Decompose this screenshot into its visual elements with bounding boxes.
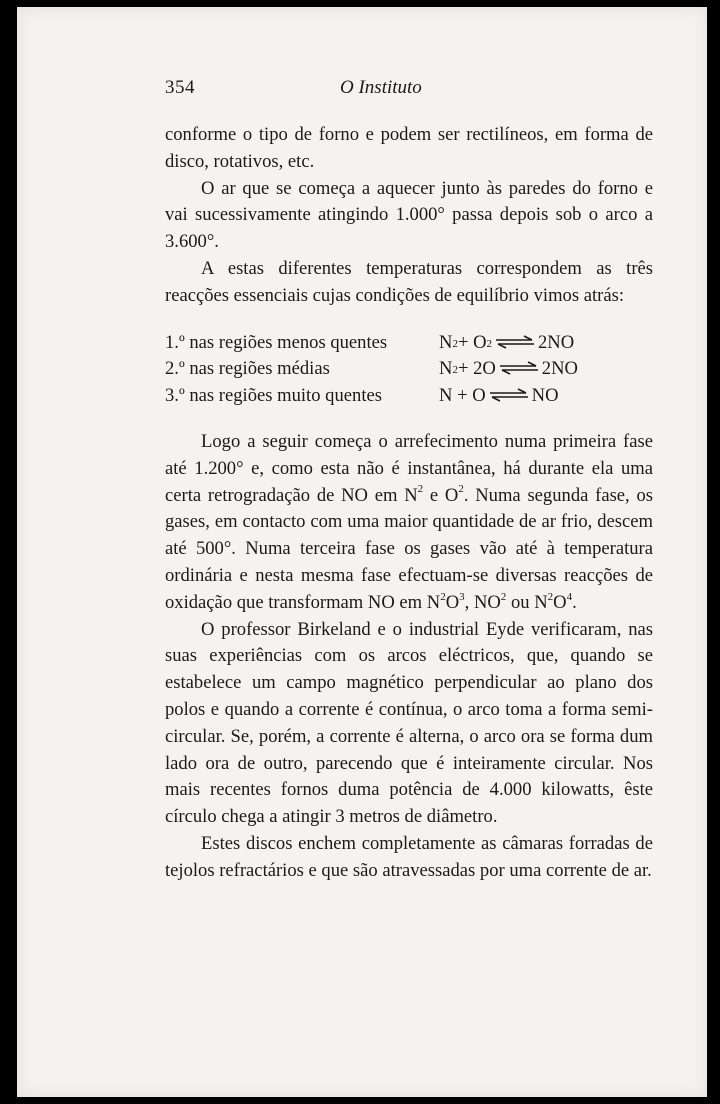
reaction-list [165,330,653,410]
running-title: O Instituto [340,77,422,98]
subscript: 2 [500,590,507,603]
formula-o: + O [457,384,486,406]
paragraph-3: A estas diferentes temperaturas correspondem as três reacções essenciais cujas condições de equilíbrio vimos atrás: [165,257,653,306]
page-number: 354 [165,77,195,98]
text-run: O [553,591,567,613]
reaction-formula: N $^2$ + O $^2$ 2NO [439,330,574,357]
subscript: 4 [566,590,573,603]
reaction-row-1 [165,330,653,357]
subscript: 2 [417,483,424,496]
equilibrium-arrow-icon [488,388,530,402]
text-run: , NO [464,591,501,613]
reaction-row-3 [165,383,653,410]
text-run: . [572,591,577,613]
subscript: 2 [458,483,464,496]
reaction-formula: N $^2$ + 2O 2NO [439,356,578,383]
reaction-region: 1.º nas regiões menos quentes [165,331,388,353]
reaction-row-2 [165,356,653,383]
body-text [165,122,653,885]
formula-n: N [439,331,453,353]
reaction-region: 2.º nas regiões médias [165,358,330,380]
formula-o: + 2O [457,358,496,380]
subscript: 2 [547,590,554,603]
paragraph-4 [165,429,653,617]
formula-n: N [439,358,453,380]
formula-product: 2NO [541,358,578,380]
reaction-formula [439,383,559,410]
formula-product: NO [531,384,559,406]
text-run: O [445,591,460,613]
paragraph-5: O professor Birkeland e o industrial Eyde verificaram, nas suas experiências com os arcos eléctricos, que, quando se estabelece um campo magnético perpendicular ao plano dos polos e quando a corrente é contínua, o arco toma a forma semi-circular. Se, porém, a corrente é alterna, o arco ora se forma dum lado ora de outro, parecendo que é inteiramente circular. Nos mais recentes fornos duma potência de 4.000 kilowatts, êste círculo chega a atingir 3 metros de diâmetro. [165,618,653,828]
formula-product: 2NO [538,331,575,353]
text-run: . Numa segunda fase, os gases, em contacto com uma maior quantidade de ar frio, descem até 500°. Numa terceira fase os gases vão até à temperatura ordinária e nesta mesma fase efectuam-se diversas reacções de oxidação que transformam NO em N [165,484,653,613]
formula-o: + O [457,331,487,353]
text-run: Logo a seguir começa o arrefecimento numa primeira fase até 1.200° e, como esta não é instantânea, há durante ela uma certa retrogradação de NO em N [165,431,653,506]
page-header [165,77,665,103]
equilibrium-arrow-icon [494,335,536,349]
subscript: 2 [440,590,446,603]
paragraph-6: Estes discos enchem completamente as câmaras forradas de tejolos refractários e que são atravessadas por uma corrente de ar. [165,833,653,881]
reaction-region: 3.º nas regiões muito quentes [165,384,382,406]
subscript: 3 [459,590,465,603]
text-run: ou N [506,591,548,613]
paragraph-2: O ar que se começa a aquecer junto às paredes do forno e vai sucessivamente atingindo 1.000° passa depois sob o arco a 3.600°. [165,177,653,253]
text-run: e O [423,484,459,506]
equilibrium-arrow-icon [498,361,540,375]
paragraph-1: conforme o tipo de forno e podem ser rectilíneos, em forma de disco, rotativos, etc. [165,124,653,172]
formula-n: N [439,384,453,406]
document-page [17,7,707,1097]
